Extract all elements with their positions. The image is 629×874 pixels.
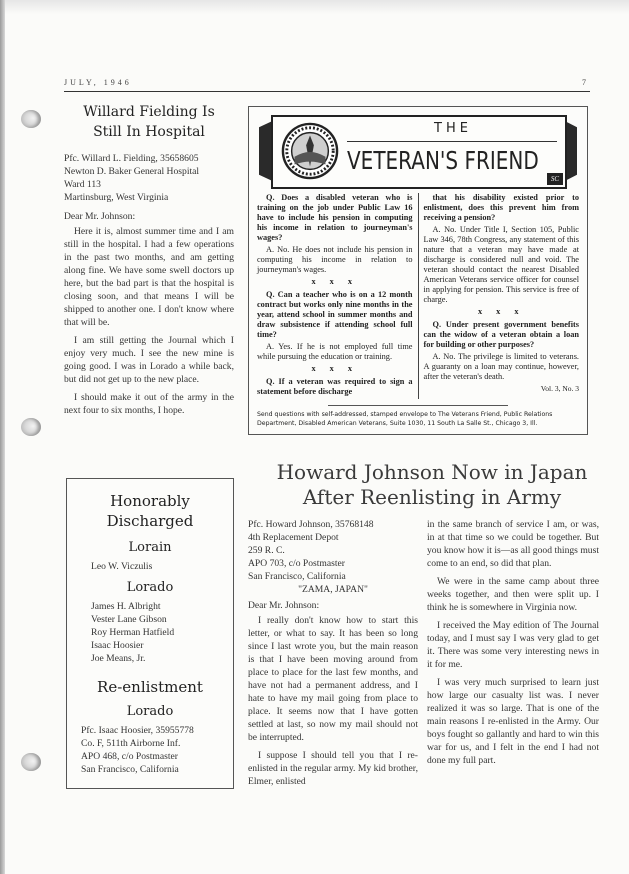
separator: x x x	[311, 364, 359, 373]
artist-mark: SC	[547, 173, 563, 185]
headline-line: Willard Fielding Is	[83, 104, 215, 120]
veterans-friend-box	[248, 106, 588, 435]
question: Q. Does a disabled veteran who is training on the job under Public Law 16 have to include his pension in computing his income in relation to journeyman's wages?	[257, 193, 413, 242]
qa-columns	[257, 193, 579, 399]
name: Leo W. Viczulis	[91, 561, 153, 572]
qa-left-column	[257, 193, 419, 399]
question: Q. Can a teacher who is on a 12 month contract but works only nine months in the year, attend school in summer months and draw subsistence if attending school full time?	[257, 290, 413, 339]
question: Q. If a veteran was required to sign a statement before discharge	[257, 377, 413, 396]
town-heading: Lorain	[128, 540, 172, 555]
honorably-discharged-title	[67, 491, 233, 531]
howard-letter-col1	[248, 518, 418, 793]
veterans-friend-header	[259, 115, 577, 189]
paragraph: I was very much surprised to learn just how large our casualty list was. I never realized it was so large. That is one of the main reasons I re-enlisted in the Army. Our boys fought so gallantly and hard to win this war for us, and I felt in the end I had not done my full part.	[427, 677, 599, 766]
howard-letter-col2	[427, 518, 599, 772]
willard-address	[64, 152, 234, 204]
question: Q. Under present government benefits can the widow of a veteran obtain a loan for building or other purposes?	[423, 320, 579, 349]
volume-number: Vol. 3, No. 3	[540, 384, 579, 393]
footer-rule	[328, 405, 508, 406]
separator: x x x	[477, 307, 525, 316]
veterans-friend-banner	[271, 115, 567, 189]
veterans-friend-title: VETERAN'S FRIEND	[347, 146, 539, 175]
dav-seal-icon	[281, 122, 339, 180]
address-line: Ward 113	[64, 179, 101, 190]
answer: A. No. Under Title I, Section 105, Public Law 346, 78th Congress, any statement of this nature that a veteran may have made at discharge is considered null and void. The veteran should contact the nearest Disabled American Veterans service officer for counsel in applying for pension. This service is free of charge.	[423, 225, 579, 304]
separator: x x x	[311, 277, 359, 286]
town-heading: Lorado	[126, 580, 174, 595]
address-line: Newton D. Baker General Hospital	[64, 166, 200, 177]
name: Isaac Hoosier	[91, 640, 144, 651]
honorably-discharged-box	[66, 478, 234, 789]
answer: A. No. He does not include his pension in computing his income in relation to journeyman's wages.	[257, 245, 413, 274]
paragraph: I should make it out of the army in the next four to six months, I hope.	[64, 392, 234, 416]
address-line: San Francisco, California	[81, 764, 179, 775]
punch-hole	[21, 418, 41, 436]
paragraph: I am still getting the Journal which I enjoy very much. I see the new mine is going good. I was in Lorado a while back, but did not get up to the new place.	[64, 335, 234, 385]
page-edge-shadow	[0, 0, 5, 874]
paragraph: in the same branch of service I am, or was, in at that time so we could be together. But you know how it is—as all good things must come to an end, so did that plan.	[427, 519, 599, 569]
headline-line: Still In Hospital	[93, 124, 205, 140]
address-line: Pfc. Howard Johnson, 35768148	[248, 519, 374, 530]
page-number: 7	[582, 78, 586, 87]
name: James H. Albright	[91, 601, 161, 612]
willard-headline	[64, 102, 234, 142]
veterans-friend-footer: Send questions with self-addressed, stamped envelope to The Veterans Friend, Public Relations Department, Disabled American Veterans, Suite 1030, 11 South La Salle St., Chicago 3, Ill.	[257, 411, 553, 427]
address-line: Martinsburg, West Virginia	[64, 192, 169, 203]
question: that his disability existed prior to enlistment, does this prevent him from receiving a pension?	[423, 193, 579, 222]
page-top-shadow	[0, 0, 629, 14]
headline-line: After Reenlisting in Army	[302, 485, 562, 509]
veterans-friend-the: THE	[434, 121, 472, 136]
qa-right-column	[419, 193, 580, 399]
title-line: Discharged	[106, 512, 194, 530]
howard-headline	[250, 460, 614, 510]
paragraph: I received the May edition of The Journal today, and I must say I was very glad to get it. There was some very interesting news in it for me.	[427, 620, 599, 670]
address-line: APO 703, c/o Postmaster	[248, 558, 346, 569]
willard-letter	[64, 152, 234, 422]
running-header-date: JULY, 1946	[64, 78, 132, 87]
paragraph: Here it is, almost summer time and I am still in the hospital. I had a few operations in the past two months, and am getting along fine. We have some swell doctors up here, but the bad part is that the hospital is closing soon, and that means I will be shipped to another one. I don't know where that will be.	[64, 226, 234, 328]
banner-rule	[347, 141, 557, 142]
punch-hole	[21, 110, 41, 128]
header-rule	[64, 91, 590, 92]
address-line: APO 468, c/o Postmaster	[81, 751, 179, 762]
answer: A. Yes. If he is not employed full time while pursuing the education or training.	[257, 342, 413, 361]
reenlistment-address	[67, 724, 233, 776]
paragraph: We were in the same camp about three weeks together, and then were split up. I think he is somewhere in Virginia now.	[427, 576, 599, 613]
punch-hole	[21, 753, 41, 771]
answer: A. No. The privilege is limited to veterans. A guaranty on a loan may continue, however, after the veteran's death.	[423, 352, 579, 381]
headline-line: Howard Johnson Now in Japan	[276, 460, 588, 484]
salutation: Dear Mr. Johnson:	[64, 211, 136, 222]
address-line: Co. F, 511th Airborne Inf.	[81, 738, 181, 749]
paragraph: I suppose I should tell you that I re-enlisted in the regular army. My kid brother, Elmer, enlisted	[248, 750, 418, 787]
paragraph: I really don't know how to start this letter, or what to say. It has been so long since I last wrote you, but the main reason is that I have been moving around from place to place for the last few months, and have not had a permanent address, and I hate to have my mail going from place to place. It seems now that I have gotten settled at last, so now my mail should not be interrupted.	[248, 615, 418, 743]
name-list	[67, 600, 233, 665]
name: Joe Means, Jr.	[91, 653, 146, 664]
title-line: Honorably	[110, 492, 190, 510]
address-line: Pfc. Isaac Hoosier, 35955778	[81, 725, 194, 736]
town-heading: Lorado	[126, 704, 174, 719]
dateline-location: "ZAMA, JAPAN"	[298, 584, 368, 595]
name-list	[67, 560, 233, 573]
howard-address	[248, 518, 418, 583]
name: Roy Herman Hatfield	[91, 627, 175, 638]
address-line: 4th Replacement Depot	[248, 532, 339, 543]
salutation: Dear Mr. Johnson:	[248, 600, 320, 611]
address-line: San Francisco, California	[248, 571, 346, 582]
address-line: 259 R. C.	[248, 545, 285, 556]
address-line: Pfc. Willard L. Fielding, 35658605	[64, 153, 199, 164]
reenlistment-title: Re-enlistment	[97, 678, 203, 696]
name: Vester Lane Gibson	[91, 614, 167, 625]
